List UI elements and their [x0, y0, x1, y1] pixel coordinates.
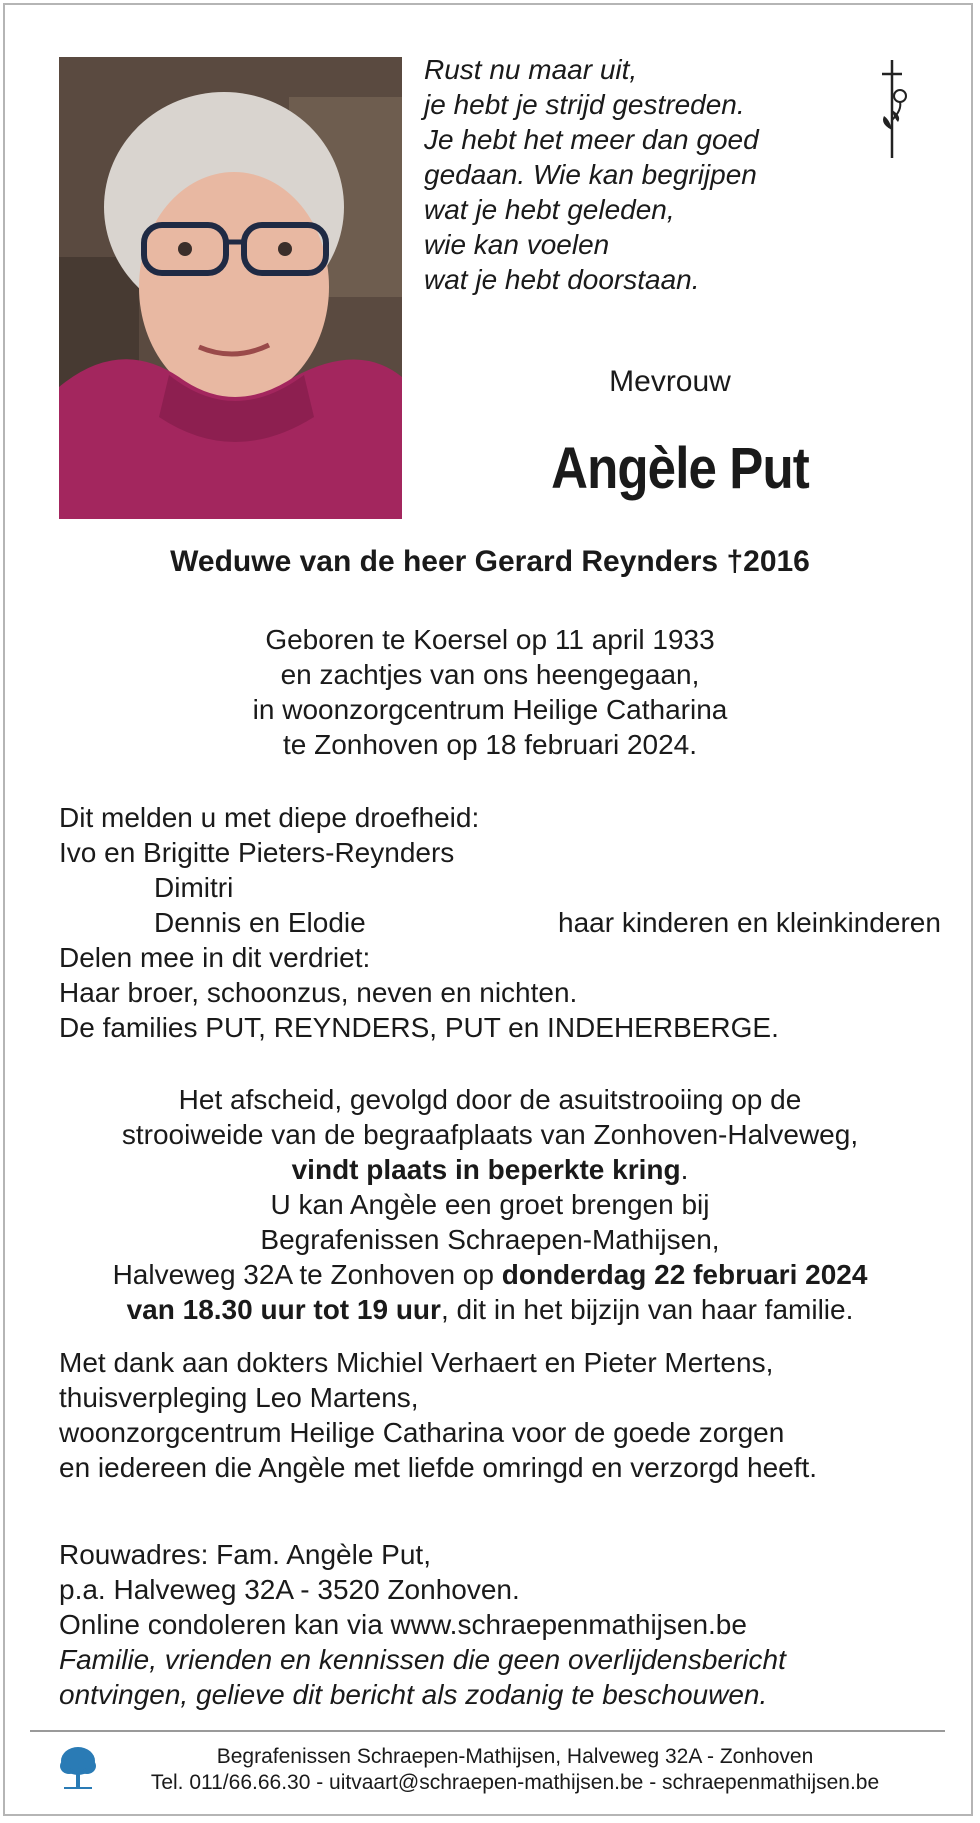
family-member: Haar broer, schoonzus, neven en nichten. — [59, 977, 578, 1008]
footer-line: Tel. 011/66.66.30 - uitvaart@schraepen-mathijsen.be - schraepenmathijsen.be — [150, 1771, 880, 1794]
address-line: Rouwadres: Fam. Angèle Put, — [59, 1539, 431, 1570]
family-member: Ivo en Brigitte Pieters-Reynders — [59, 837, 455, 868]
poem-line: je hebt je strijd gestreden. — [424, 89, 745, 120]
widow-line: Weduwe van de heer Gerard Reynders †2016 — [170, 545, 810, 578]
family-relation: haar kinderen en kleinkinderen — [558, 907, 941, 938]
poem-line: Je hebt het meer dan goed — [424, 124, 759, 155]
ceremony-text: Halveweg 32A te Zonhoven op — [112, 1259, 502, 1290]
poem-line: gedaan. Wie kan begrijpen — [424, 159, 757, 190]
poem-line: wat je hebt geleden, — [424, 194, 675, 225]
poem-line: wie kan voelen — [424, 229, 610, 260]
deceased-name: Angèle Put — [551, 436, 809, 501]
family-member-row — [59, 905, 939, 940]
ceremony-time: van 18.30 uur tot 19 uur — [126, 1294, 441, 1325]
ceremony-line — [40, 1152, 940, 1187]
poem-line: wat je hebt doorstaan. — [424, 264, 700, 295]
ceremony-line: U kan Angèle een groet brengen bij — [270, 1189, 710, 1220]
honorific-title: Mevrouw — [609, 365, 731, 398]
thanks-block — [59, 1345, 939, 1485]
ceremony-line: Het afscheid, gevolgd door de asuitstrooiing op de — [178, 1084, 802, 1115]
birth-death-line: in woonzorgcentrum Heilige Catharina — [252, 694, 728, 725]
condolence-line: Online condoleren kan via www.schraepenmathijsen.be — [59, 1609, 747, 1640]
address-block — [59, 1537, 939, 1712]
thanks-line: en iedereen die Angèle met liefde omringd en verzorgd heeft. — [59, 1452, 818, 1483]
ceremony-line — [40, 1257, 940, 1292]
footer — [90, 1744, 940, 1796]
cross-rose-icon — [872, 60, 912, 160]
footer-divider — [30, 1730, 945, 1732]
notice-line: Familie, vrienden en kennissen die geen overlijdensbericht — [59, 1644, 786, 1675]
ceremony-block — [40, 1082, 940, 1327]
ceremony-text: , dit in het bijzijn van haar familie. — [440, 1294, 854, 1325]
birth-death-line: en zachtjes van ons heengegaan, — [280, 659, 700, 690]
family-share: Delen mee in dit verdriet: — [59, 942, 371, 973]
family-member: Dimitri — [154, 872, 234, 903]
thanks-line: Met dank aan dokters Michiel Verhaert en Pieter Mertens, — [59, 1347, 774, 1378]
address-line: p.a. Halveweg 32A - 3520 Zonhoven. — [59, 1574, 520, 1605]
family-member: De families PUT, REYNDERS, PUT en INDEHERBERGE. — [59, 1012, 779, 1043]
family-member: Dennis en Elodie — [154, 907, 366, 938]
birth-death-line: Geboren te Koersel op 11 april 1933 — [265, 624, 715, 655]
poem — [424, 52, 824, 297]
ceremony-line — [40, 1292, 940, 1327]
birth-death-block — [40, 622, 940, 762]
birth-death-line: te Zonhoven op 18 februari 2024. — [282, 729, 698, 760]
notice-line: ontvingen, gelieve dit bericht als zodanig te beschouwen. — [59, 1679, 768, 1710]
poem-line: Rust nu maar uit, — [424, 54, 638, 85]
thanks-line: woonzorgcentrum Heilige Catharina voor de goede zorgen — [59, 1417, 785, 1448]
footer-line: Begrafenissen Schraepen-Mathijsen, Halveweg 32A - Zonhoven — [216, 1745, 814, 1768]
ceremony-emphasis: vindt plaats in beperkte kring — [291, 1154, 681, 1185]
ceremony-date: donderdag 22 februari 2024 — [501, 1259, 868, 1290]
portrait-photo — [59, 57, 402, 519]
thanks-line: thuisverpleging Leo Martens, — [59, 1382, 419, 1413]
ceremony-line: strooiweide van de begraafplaats van Zonhoven-Halveweg, — [121, 1119, 859, 1150]
ceremony-line: Begrafenissen Schraepen-Mathijsen, — [260, 1224, 720, 1255]
ceremony-text: . — [680, 1154, 689, 1185]
family-block — [59, 800, 939, 1045]
family-intro: Dit melden u met diepe droefheid: — [59, 802, 480, 833]
portrait-illustration — [59, 57, 402, 519]
